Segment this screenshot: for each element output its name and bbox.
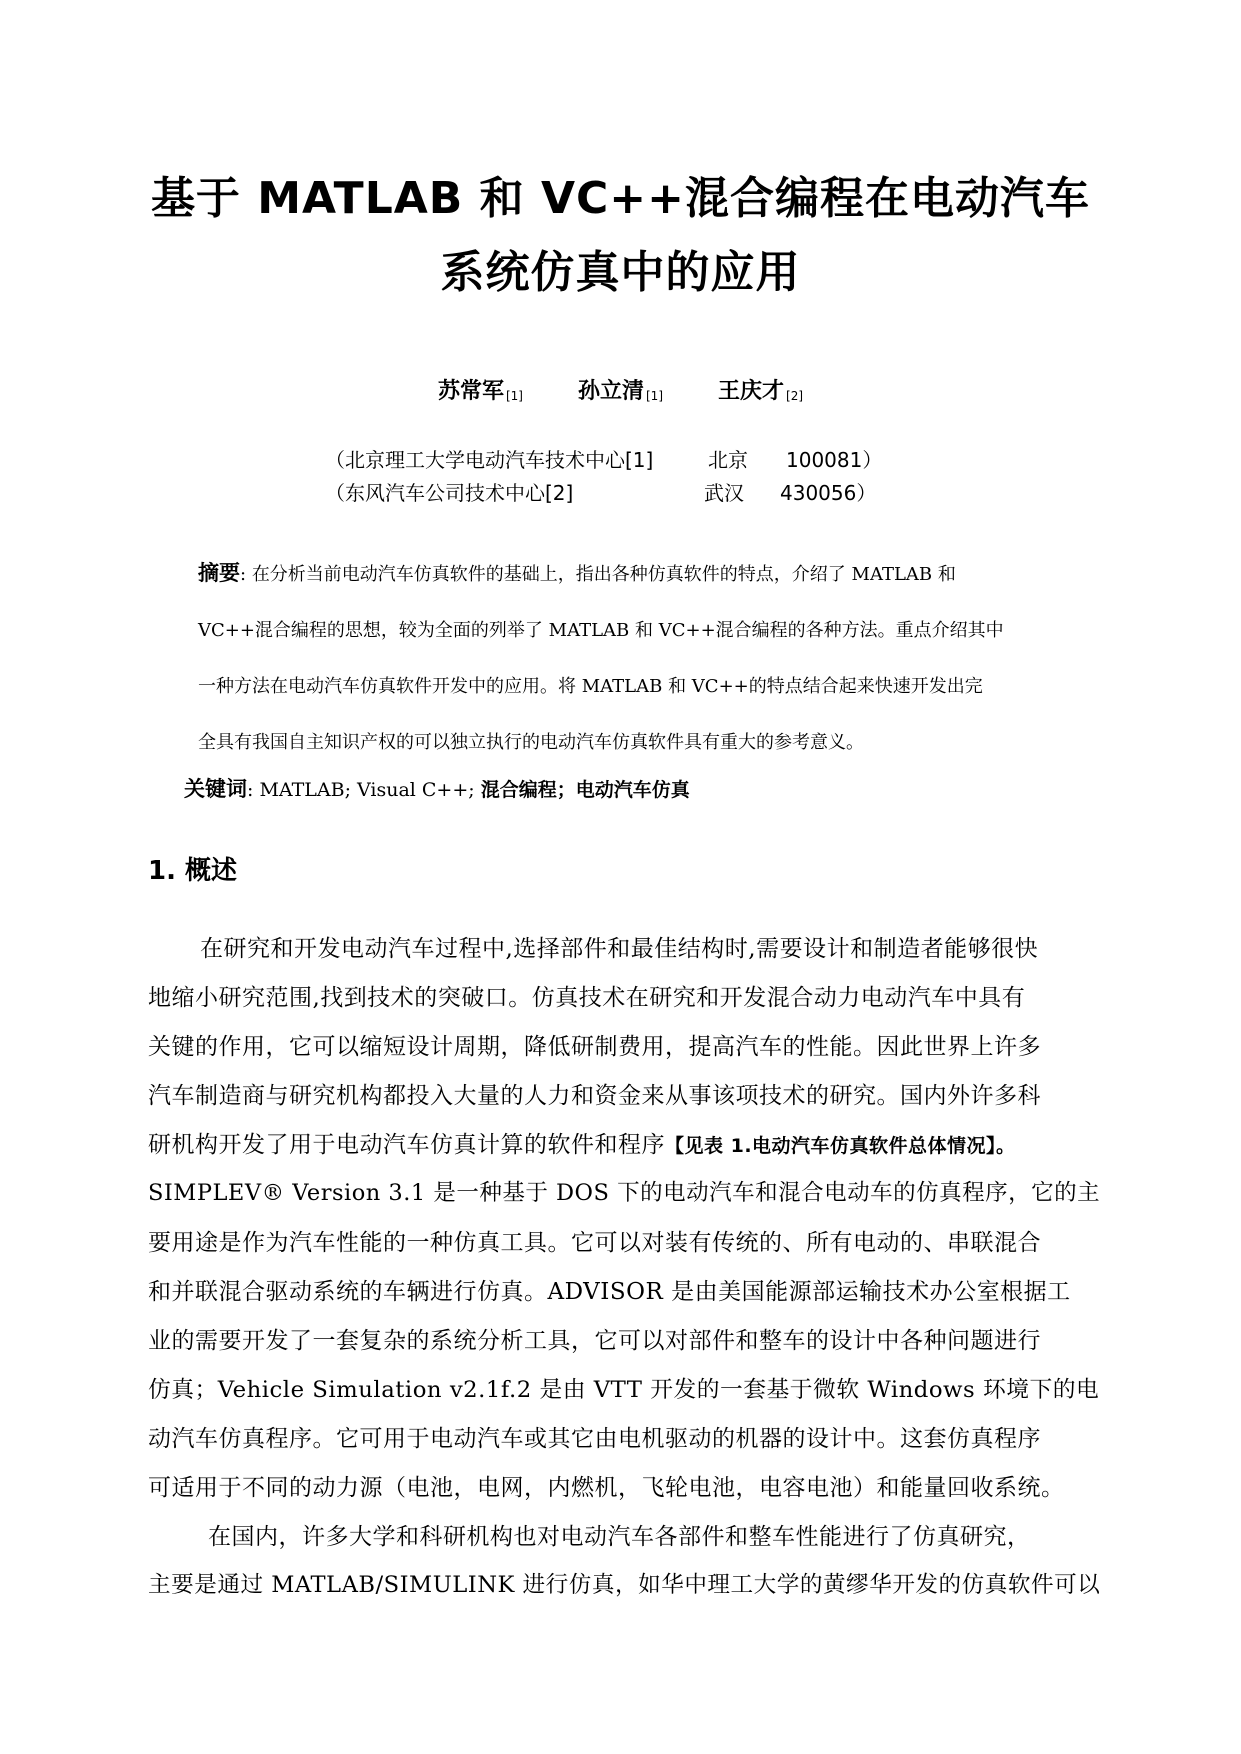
- body-line: 地缩小研究范围,找到技术的突破口。仿真技术在研究和开发混合动力电动汽车中具有: [148, 985, 1026, 1011]
- abstract-line: 一种方法在电动汽车仿真软件开发中的应用。将 MATLAB 和 VC++的特点结合起来快速开发出完: [198, 676, 983, 697]
- body-line: 主要是通过 MATLAB/SIMULINK 进行仿真，如华中理工大学的黄缪华开发的仿真软件可以: [148, 1572, 1101, 1598]
- body-line: 要用途是作为汽车性能的一种仿真工具。它可以对装有传统的、所有电动的、串联混合: [148, 1230, 1041, 1256]
- author: 苏常军 [1]: [437, 379, 523, 404]
- paper-title-line-2: 系统仿真中的应用: [440, 247, 801, 298]
- body-line: 研机构开发了用于电动汽车仿真计算的软件和程序【见表 1.电动汽车仿真软件总体情况】。: [148, 1132, 1016, 1158]
- keywords: 关键词: MATLAB; Visual C++; 混合编程；电动汽车仿真: [184, 777, 690, 801]
- abstract-label: 摘要: [198, 561, 240, 585]
- abstract-line: 摘要: 在分析当前电动汽车仿真软件的基础上，指出各种仿真软件的特点，介绍了 MATLAB 和: [198, 561, 956, 585]
- body-line: 仿真；Vehicle Simulation v2.1f.2 是由 VTT 开发的一套基于微软 Windows 环境下的电: [148, 1377, 1100, 1403]
- abstract-line: VC++混合编程的思想，较为全面的列举了 MATLAB 和 VC++混合编程的各种方法。重点介绍其中: [198, 620, 1004, 641]
- body-line: 和并联混合驱动系统的车辆进行仿真。ADVISOR 是由美国能源部运输技术办公室根据工: [148, 1279, 1071, 1305]
- body-line: 在国内，许多大学和科研机构也对电动汽车各部件和整车性能进行了仿真研究，: [208, 1524, 1031, 1550]
- author-list: [0, 374, 1241, 405]
- affiliation: （北京理工大学电动汽车技术中心[1] 北京 100081）: [325, 448, 883, 472]
- abstract-line: 全具有我国自主知识产权的可以独立执行的电动汽车仿真软件具有重大的参考意义。: [198, 732, 864, 753]
- paper-title-line-1: 基于 MATLAB 和 VC++混合编程在电动汽车: [150, 173, 1091, 224]
- body-line: 动汽车仿真程序。它可用于电动汽车或其它由电机驱动的机器的设计中。这套仿真程序: [148, 1426, 1041, 1452]
- abstract: [198, 545, 1004, 771]
- author: 孙立清 [1]: [577, 379, 663, 404]
- section-heading: 1. 概述: [148, 856, 238, 886]
- keywords-label: 关键词: [184, 777, 247, 801]
- table-reference: 【见表 1.电动汽车仿真软件总体情况】。: [665, 1135, 1016, 1157]
- body-line: SIMPLEV® Version 3.1 是一种基于 DOS 下的电动汽车和混合电动车的仿真程序，它的主: [148, 1180, 1101, 1206]
- body-line: 业的需要开发了一套复杂的系统分析工具，它可以对部件和整车的设计中各种问题进行: [148, 1328, 1041, 1354]
- body-line: 可适用于不同的动力源（电池，电网，内燃机，飞轮电池，电容电池）和能量回收系统。: [148, 1475, 1065, 1501]
- body-line: 关键的作用，它可以缩短设计周期，降低研制费用，提高汽车的性能。因此世界上许多: [148, 1034, 1041, 1060]
- affiliation: （东风汽车公司技术中心[2] 武汉 430056）: [325, 481, 877, 505]
- body-line: 在研究和开发电动汽车过程中,选择部件和最佳结构时,需要设计和制造者能够很快: [200, 936, 1039, 962]
- body-line: 汽车制造商与研究机构都投入大量的人力和资金来从事该项技术的研究。国内外许多科: [148, 1083, 1041, 1109]
- author: 王庆才 [2]: [718, 379, 804, 404]
